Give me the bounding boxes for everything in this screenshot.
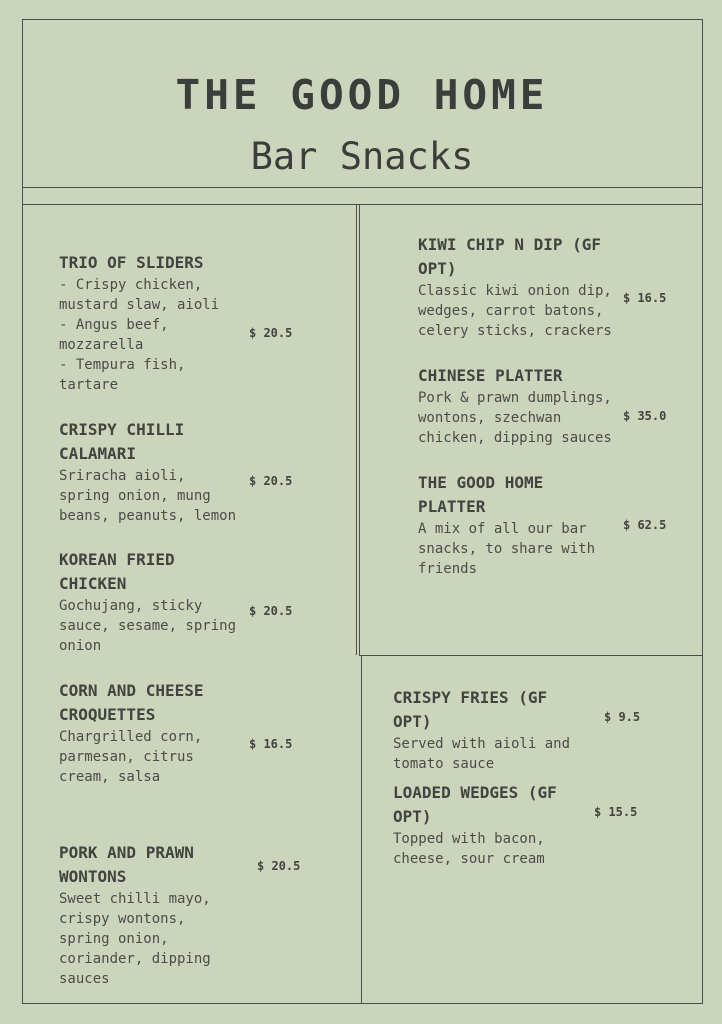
frame-right-border — [702, 19, 703, 1004]
item-description: - Crispy chicken, mustard slaw, aioli - Angus beef, mozzarella - Tempura fish, tartare — [59, 277, 220, 393]
item-description: Chargrilled corn, parmesan, citrus cream, salsa — [59, 729, 203, 785]
menu-item-kiwi-chip-n-dip — [418, 233, 623, 341]
item-name: KOREAN FRIED CHICKEN — [59, 550, 175, 593]
menu-item-pork-and-prawn-wontons — [59, 841, 254, 989]
item-price: $ 20.5 — [249, 326, 293, 340]
item-name: PORK AND PRAWN WONTONS — [59, 843, 194, 886]
menu-item-the-good-home-platter — [418, 471, 623, 579]
item-description: Gochujang, sticky sauce, sesame, spring onion — [59, 598, 237, 654]
item-price: $ 20.5 — [249, 474, 293, 488]
menu-title: Bar Snacks — [250, 135, 474, 178]
restaurant-name: THE GOOD HOME — [175, 71, 549, 119]
item-name: CORN AND CHEESE CROQUETTES — [59, 681, 204, 724]
item-name: CHINESE PLATTER — [418, 366, 563, 385]
item-name: LOADED WEDGES (GF OPT) — [393, 783, 557, 826]
menu-item-trio-of-sliders — [59, 251, 254, 395]
menu-item-corn-and-cheese-croquettes — [59, 679, 254, 787]
column-divider-lower — [361, 655, 362, 1003]
menu-item-crispy-fries — [393, 686, 598, 774]
column-divider-upper — [356, 204, 357, 655]
menu-item-crispy-chilli-calamari — [59, 418, 254, 526]
header-divider-top — [22, 187, 703, 188]
frame-top-border — [22, 19, 703, 20]
item-description: Topped with bacon, cheese, sour cream — [393, 831, 545, 867]
item-price: $ 9.5 — [604, 710, 641, 724]
item-price: $ 35.0 — [623, 409, 667, 423]
item-name: CRISPY FRIES (GF OPT) — [393, 688, 548, 731]
item-price: $ 15.5 — [594, 805, 638, 819]
right-section-divider — [359, 655, 702, 656]
item-description: Sriracha aioli, spring onion, mung beans, peanuts, lemon — [59, 468, 237, 524]
frame-bottom-border — [22, 1003, 703, 1004]
item-price: $ 16.5 — [623, 291, 667, 305]
item-price: $ 16.5 — [249, 737, 293, 751]
item-description: Pork & prawn dumplings, wontons, szechwan chicken, dipping sauces — [418, 390, 612, 446]
menu-item-loaded-wedges — [393, 781, 598, 869]
header-divider-bottom — [22, 204, 703, 205]
menu-item-chinese-platter — [418, 364, 623, 448]
item-price: $ 20.5 — [249, 604, 293, 618]
item-name: KIWI CHIP N DIP (GF OPT) — [418, 235, 602, 278]
item-name: THE GOOD HOME PLATTER — [418, 473, 544, 516]
item-description: Classic kiwi onion dip, wedges, carrot batons, celery sticks, crackers — [418, 283, 612, 339]
item-description: Served with aioli and tomato sauce — [393, 736, 571, 772]
item-name: TRIO OF SLIDERS — [59, 253, 204, 272]
item-price: $ 62.5 — [623, 518, 667, 532]
item-name: CRISPY CHILLI CALAMARI — [59, 420, 185, 463]
menu-item-korean-fried-chicken — [59, 548, 254, 656]
item-price: $ 20.5 — [257, 859, 301, 873]
right-section-left-edge — [359, 204, 360, 655]
item-description: A mix of all our bar snacks, to share with friends — [418, 521, 596, 577]
item-description: Sweet chilli mayo, crispy wontons, spring onion, coriander, dipping sauces — [59, 891, 211, 987]
